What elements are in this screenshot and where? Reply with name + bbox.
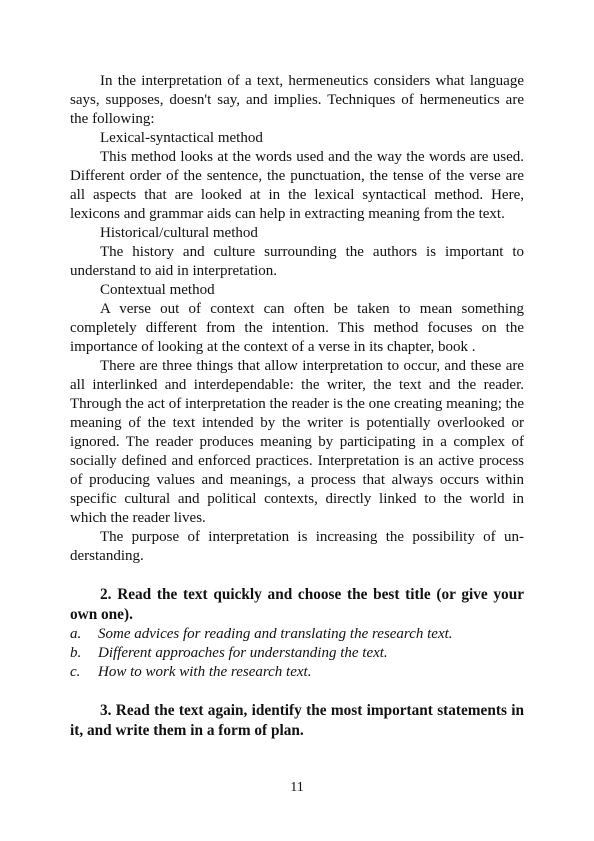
three-things-paragraph: There are three things that allow interpretation to occur, and these are all interlinked and interdependable: the writer, the text and the reader. Through the act of interpretation the reader is the one creating meaning; the meaning of the text intended by the writer is potentially overlooked or ignored. The reader produces meaning by participating in a complex of socially defined and enforced practices. Interpretation is an active process of producing values and meanings, a process that always occurs within specific cultural and political contexts, directly linked to the world in which the reader lives. <box>70 358 524 526</box>
task-2-heading: 2. Read the text quickly and choose the best title (or give your own one). <box>70 586 524 623</box>
spacer <box>70 682 524 701</box>
option-letter: a. <box>70 626 82 642</box>
method-heading-historical: Historical/cultural method <box>100 225 258 241</box>
page-body <box>70 72 524 741</box>
method-heading-lexical: Lexical-syntactical method <box>100 130 263 146</box>
page-number: 11 <box>290 780 304 795</box>
title-option <box>70 644 524 663</box>
title-option <box>70 663 524 682</box>
option-text: How to work with the research text. <box>98 664 312 680</box>
historical-paragraph: The history and culture surrounding the authors is important to understand to aid in interpretation. <box>70 244 524 279</box>
lexical-paragraph: This method looks at the words used and the way the words are used. Different order of the sentence, the punctuation, the tense of the verse are all aspects that are looked at in the lexical syntactical method. Here, lexicons and grammar aids can help in extracting meaning from the text. <box>70 149 524 222</box>
contextual-paragraph: A verse out of context can often be taken to mean something completely different from the intention. This method focuses on the importance of looking at the context of a verse in its chapter, book . <box>70 301 524 355</box>
intro-paragraph: In the interpretation of a text, hermeneutics considers what language says, supposes, doesn't say, and implies. Techniques of hermeneutics are the following: <box>70 73 524 127</box>
title-option <box>70 625 524 644</box>
task-3-heading: 3. Read the text again, identify the most important statements in it, and write them in a form of plan. <box>70 702 524 739</box>
option-letter: c. <box>70 664 81 680</box>
spacer <box>70 566 524 585</box>
purpose-paragraph: The purpose of interpretation is increasing the possibility of understanding. <box>70 529 524 564</box>
option-letter: b. <box>70 645 82 661</box>
title-options-list <box>70 625 524 682</box>
option-text: Different approaches for understanding the text. <box>98 645 388 661</box>
method-heading-contextual: Contextual method <box>100 282 215 298</box>
option-text: Some advices for reading and translating the research text. <box>98 626 453 642</box>
